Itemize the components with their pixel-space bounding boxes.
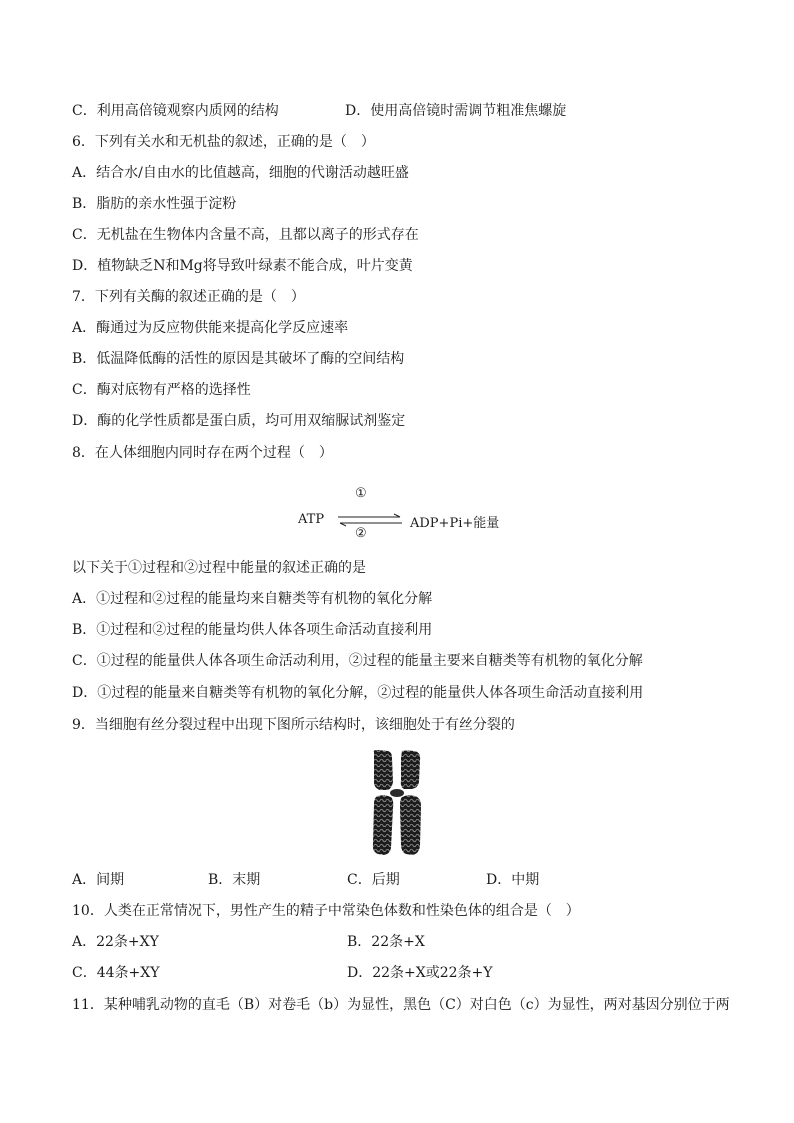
q7-option-a: A．酶通过为反应物供能来提高化学反应速率	[72, 320, 349, 336]
q7-option-d: D．酶的化学性质都是蛋白质，均可用双缩脲试剂鉴定	[72, 413, 406, 429]
q9-option-c: C．后期	[347, 872, 400, 888]
q8-option-a: A．①过程和②过程的能量均来自糖类等有机物的氧化分解	[72, 591, 433, 607]
q10-option-d: D．22条+X或22条+Y	[347, 965, 493, 981]
q9-option-b: B．末期	[208, 872, 261, 888]
q8-option-c: C．①过程的能量供人体各项生命活动利用，②过程的能量主要来自糖类等有机物的氧化分解	[72, 653, 643, 669]
equation-right: ADP+Pi+能量	[410, 516, 500, 531]
q8-stem: 8．在人体细胞内同时存在两个过程（ ）	[72, 445, 333, 461]
q6-stem: 6．下列有关水和无机盐的叙述，正确的是（ ）	[72, 134, 375, 150]
q10-option-a: A．22条+XY	[72, 934, 159, 950]
reversible-arrow-icon	[336, 513, 406, 527]
equation-arrow-top-label: ①	[355, 486, 367, 501]
q6-option-c: C．无机盐在生物体内含量不高，且都以离子的形式存在	[72, 227, 419, 243]
q7-stem: 7．下列有关酶的叙述正确的是（ ）	[72, 289, 305, 305]
chromosome-icon	[368, 748, 428, 858]
q8-lead: 以下关于①过程和②过程中能量的叙述正确的是	[72, 560, 366, 576]
q7-option-b: B．低温降低酶的活性的原因是其破坏了酶的空间结构	[72, 351, 405, 367]
q6-option-b: B．脂肪的亲水性强于淀粉	[72, 196, 237, 212]
equation-left: ATP	[298, 512, 325, 527]
q11-stem: 11．某种哺乳动物的直毛（B）对卷毛（b）为显性，黑色（C）对白色（c）为显性，两对基因分别位于两	[72, 997, 730, 1013]
equation-arrow-bottom-label: ②	[355, 526, 367, 541]
q7-option-c: C．酶对底物有严格的选择性	[72, 382, 251, 398]
q5-option-c: C．利用高倍镜观察内质网的结构	[72, 103, 279, 119]
q8-option-d: D．①过程的能量来自糖类等有机物的氧化分解，②过程的能量供人体各项生命活动直接利用	[72, 685, 644, 701]
q9-stem: 9．当细胞有丝分裂过程中出现下图所示结构时，该细胞处于有丝分裂的	[72, 717, 515, 733]
q10-stem: 10．人类在正常情况下，男性产生的精子中常染色体数和性染色体的组合是（ ）	[72, 903, 580, 919]
q6-option-a: A．结合水/自由水的比值越高，细胞的代谢活动越旺盛	[72, 165, 409, 181]
q9-option-a: A．间期	[72, 872, 125, 888]
q10-option-b: B．22条+X	[347, 934, 425, 950]
q9-option-d: D．中期	[486, 872, 540, 888]
q5-option-d: D．使用高倍镜时需调节粗准焦螺旋	[345, 103, 567, 119]
q6-option-d: D．植物缺乏N和Mg将导致叶绿素不能合成，叶片变黄	[72, 258, 413, 274]
q8-option-b: B．①过程和②过程的能量均供人体各项生命活动直接利用	[72, 622, 433, 638]
q10-option-c: C．44条+XY	[72, 965, 160, 981]
